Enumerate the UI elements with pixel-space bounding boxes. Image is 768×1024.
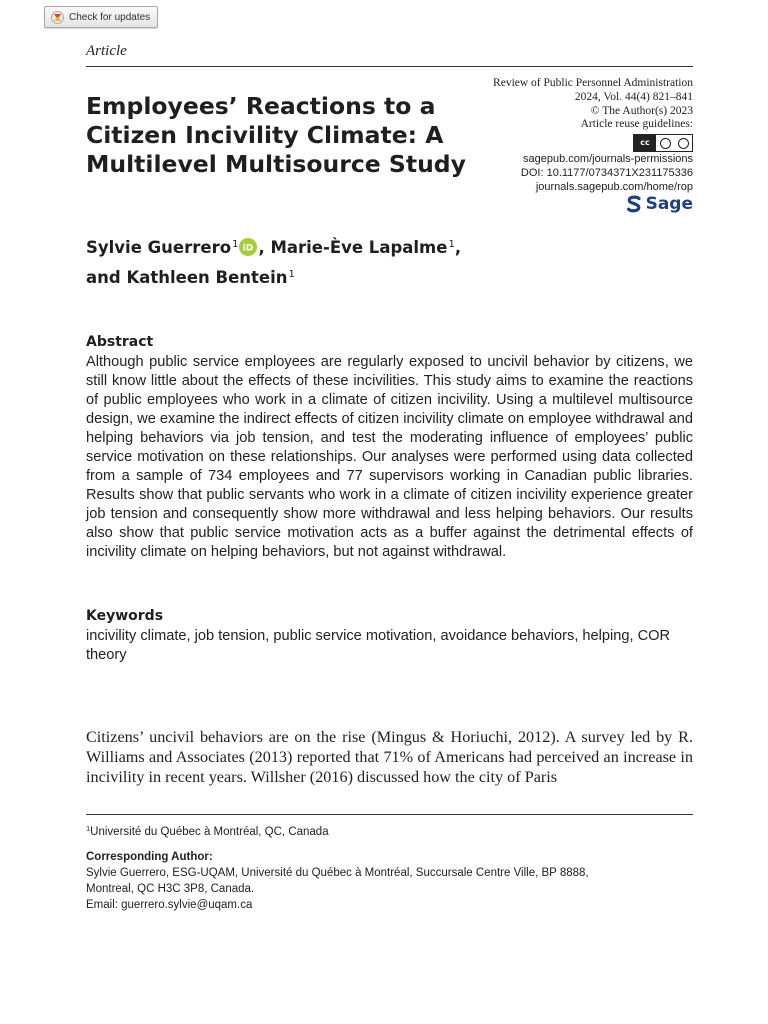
- author-name[interactable]: Kathleen Bentein: [126, 268, 288, 287]
- corresponding-author: [86, 849, 693, 913]
- sage-wordmark: Sage: [645, 194, 693, 214]
- volume-info: 2024, Vol. 44(4) 821–841: [574, 90, 693, 103]
- abstract-text: Although public service employees are regularly exposed to uncivil behavior by citizens, we still know little about the effects of these incivilities. This study aims to examine the reactions of public employees who work in a climate of citizen incivility. Using a multilevel multisource design, we examine the indirect effects of citizen incivility climate on employee withdrawal and helping behaviors via job tension, and test the moderating influence of employees’ public service motivation on these relationships. Our analyses were performed using data collected from a sample of 734 employees and 77 supervisors working in Canadian public libraries. Results show that public servants who work in a climate of citizen incivility experience greater job tension and consequently show more withdrawal and less helping behaviors. Our results also show that public service motivation acts as a buffer against the detrimental effects of incivility climate on helping behaviors, but not against withdrawal.: [86, 354, 693, 560]
- keywords-heading: Keywords: [86, 608, 164, 624]
- journal-meta: [493, 77, 693, 195]
- reuse-guidelines: Article reuse guidelines:: [580, 118, 693, 131]
- header-divider: [86, 66, 693, 67]
- orcid-icon[interactable]: [239, 238, 257, 263]
- cc-icon: cc: [634, 135, 656, 151]
- corresponding-author-label: Corresponding Author:: [86, 851, 213, 863]
- abstract-heading: Abstract: [86, 334, 154, 350]
- check-for-updates-label: Check for updates: [69, 11, 151, 23]
- keywords-text: incivility climate, job tension, public service motivation, avoidance behaviors, helping, COR theory: [86, 628, 671, 663]
- sage-s-icon: [626, 195, 642, 213]
- affiliation-marker: 1: [288, 269, 295, 280]
- check-for-updates-button[interactable]: [44, 6, 158, 28]
- affiliation-marker: 1: [232, 239, 239, 250]
- sage-logo: [626, 194, 693, 214]
- crossmark-icon: [51, 11, 64, 24]
- author-name[interactable]: Marie-Ève Lapalme: [270, 238, 448, 257]
- corresponding-author-city: Montreal, QC H3C 3P8, Canada.: [86, 883, 255, 895]
- journal-name: Review of Public Personnel Administration: [493, 77, 693, 89]
- intro-paragraph: Citizens’ uncivil behaviors are on the rise (Mingus & Horiuchi, 2012). A survey led by R. Williams and Associates (2013) reported that 71% of Americans had perceived an increase in incivility in recent years. Willsher (2016) discussed how the city of Paris: [86, 728, 693, 786]
- article-type-label: Article: [86, 43, 127, 59]
- doi[interactable]: DOI: 10.1177/0734371X231175336: [520, 166, 693, 179]
- affiliation-marker: 1: [86, 824, 91, 833]
- author-name[interactable]: Sylvie Guerrero: [86, 238, 232, 257]
- journal-home-link[interactable]: journals.sagepub.com/home/rop: [535, 180, 693, 193]
- footnote-divider: [86, 814, 693, 815]
- author-list: Sylvie Guerrero$^1$ iD , Marie-Ève Lapalme$^1$, and Kathleen Bentein$^1$: [86, 238, 462, 287]
- affiliation-note: $^1$Université du Québec à Montréal, QC, Canada: [86, 824, 329, 838]
- nc-icon: [678, 138, 689, 149]
- paper-title: Employees’ Reactions to a Citizen Incivility Climate: A Multilevel Multisource Study: [86, 92, 466, 178]
- affiliation-marker: 1: [448, 239, 455, 250]
- copyright-line: © The Author(s) 2023: [590, 104, 693, 117]
- corresponding-author-address: Sylvie Guerrero, ESG-UQAM, Université du Québec à Montréal, Succursale Centre Ville, BP 8888,: [86, 867, 589, 879]
- corresponding-author-email[interactable]: Email: guerrero.sylvie@uqam.ca: [86, 899, 253, 911]
- svg-text:iD: iD: [243, 243, 254, 254]
- by-icon: [660, 138, 671, 149]
- permissions-link[interactable]: sagepub.com/journals-permissions: [523, 153, 693, 166]
- cc-license-badge[interactable]: [633, 134, 693, 152]
